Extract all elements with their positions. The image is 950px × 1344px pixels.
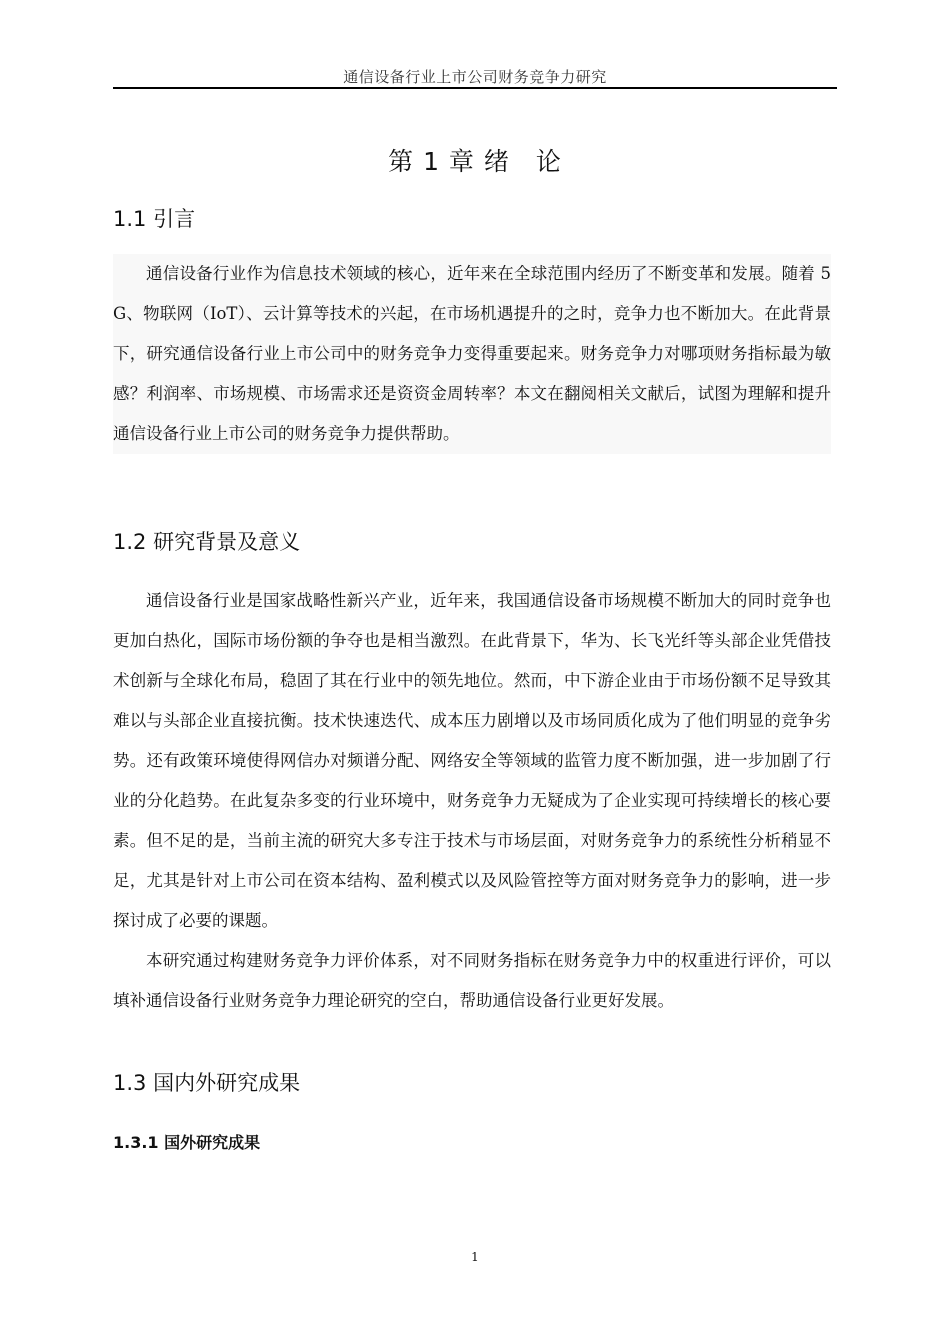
section-heading-research-results: 1.3 国内外研究成果 [113, 1071, 301, 1095]
section-heading-background: 1.2 研究背景及意义 [113, 530, 301, 554]
chapter-title: 第 1 章 绪 论 [388, 147, 562, 176]
running-header: 通信设备行业上市公司财务竞争力研究 [343, 68, 607, 86]
page-number: 1 [471, 1250, 479, 1264]
background-body [113, 581, 831, 1021]
section-heading-introduction: 1.1 引言 [113, 207, 196, 231]
paragraph: 通信设备行业是国家战略性新兴产业，近年来，我国通信设备市场规模不断加大的同时竞争也更加白热化，国际市场份额的争夺也是相当激烈。在此背景下，华为、长飞光纤等头部企业凭借技术创新与全球化布局，稳固了其在行业中的领先地位。然而，中下游企业由于市场份额不足导致其难以与头部企业直接抗衡。技术快速迭代、成本压力剧增以及市场同质化成为了他们明显的竞争劣势。还有政策环境使得网信办对频谱分配、网络安全等领域的监管力度不断加强，进一步加剧了行业的分化趋势。在此复杂多变的行业环境中，财务竞争力无疑成为了企业实现可持续增长的核心要素。但不足的是，当前主流的研究大多专注于技术与市场层面，对财务竞争力的系统性分析稍显不足，尤其是针对上市公司在资本结构、盈利模式以及风险管控等方面对财务竞争力的影响，进一步探讨成了必要的课题。 [113, 591, 831, 930]
subsection-heading-foreign-research: 1.3.1 国外研究成果 [113, 1133, 261, 1152]
header-rule [113, 87, 837, 89]
introduction-body [113, 254, 831, 454]
paragraph: 本研究通过构建财务竞争力评价体系，对不同财务指标在财务竞争力中的权重进行评价，可以填补通信设备行业财务竞争力理论研究的空白，帮助通信设备行业更好发展。 [113, 951, 831, 1010]
paragraph: 通信设备行业作为信息技术领域的核心，近年来在全球范围内经历了不断变革和发展。随着 5G、物联网（IoT）、云计算等技术的兴起，在市场机遇提升的之时，竞争力也不断加大。在此背景下，研究通信设备行业上市公司中的财务竞争力变得重要起来。财务竞争力对哪项财务指标最为敏感？利润率、市场规模、市场需求还是资资金周转率？本文在翻阅相关文献后，试图为理解和提升通信设备行业上市公司的财务竞争力提供帮助。 [113, 264, 831, 443]
